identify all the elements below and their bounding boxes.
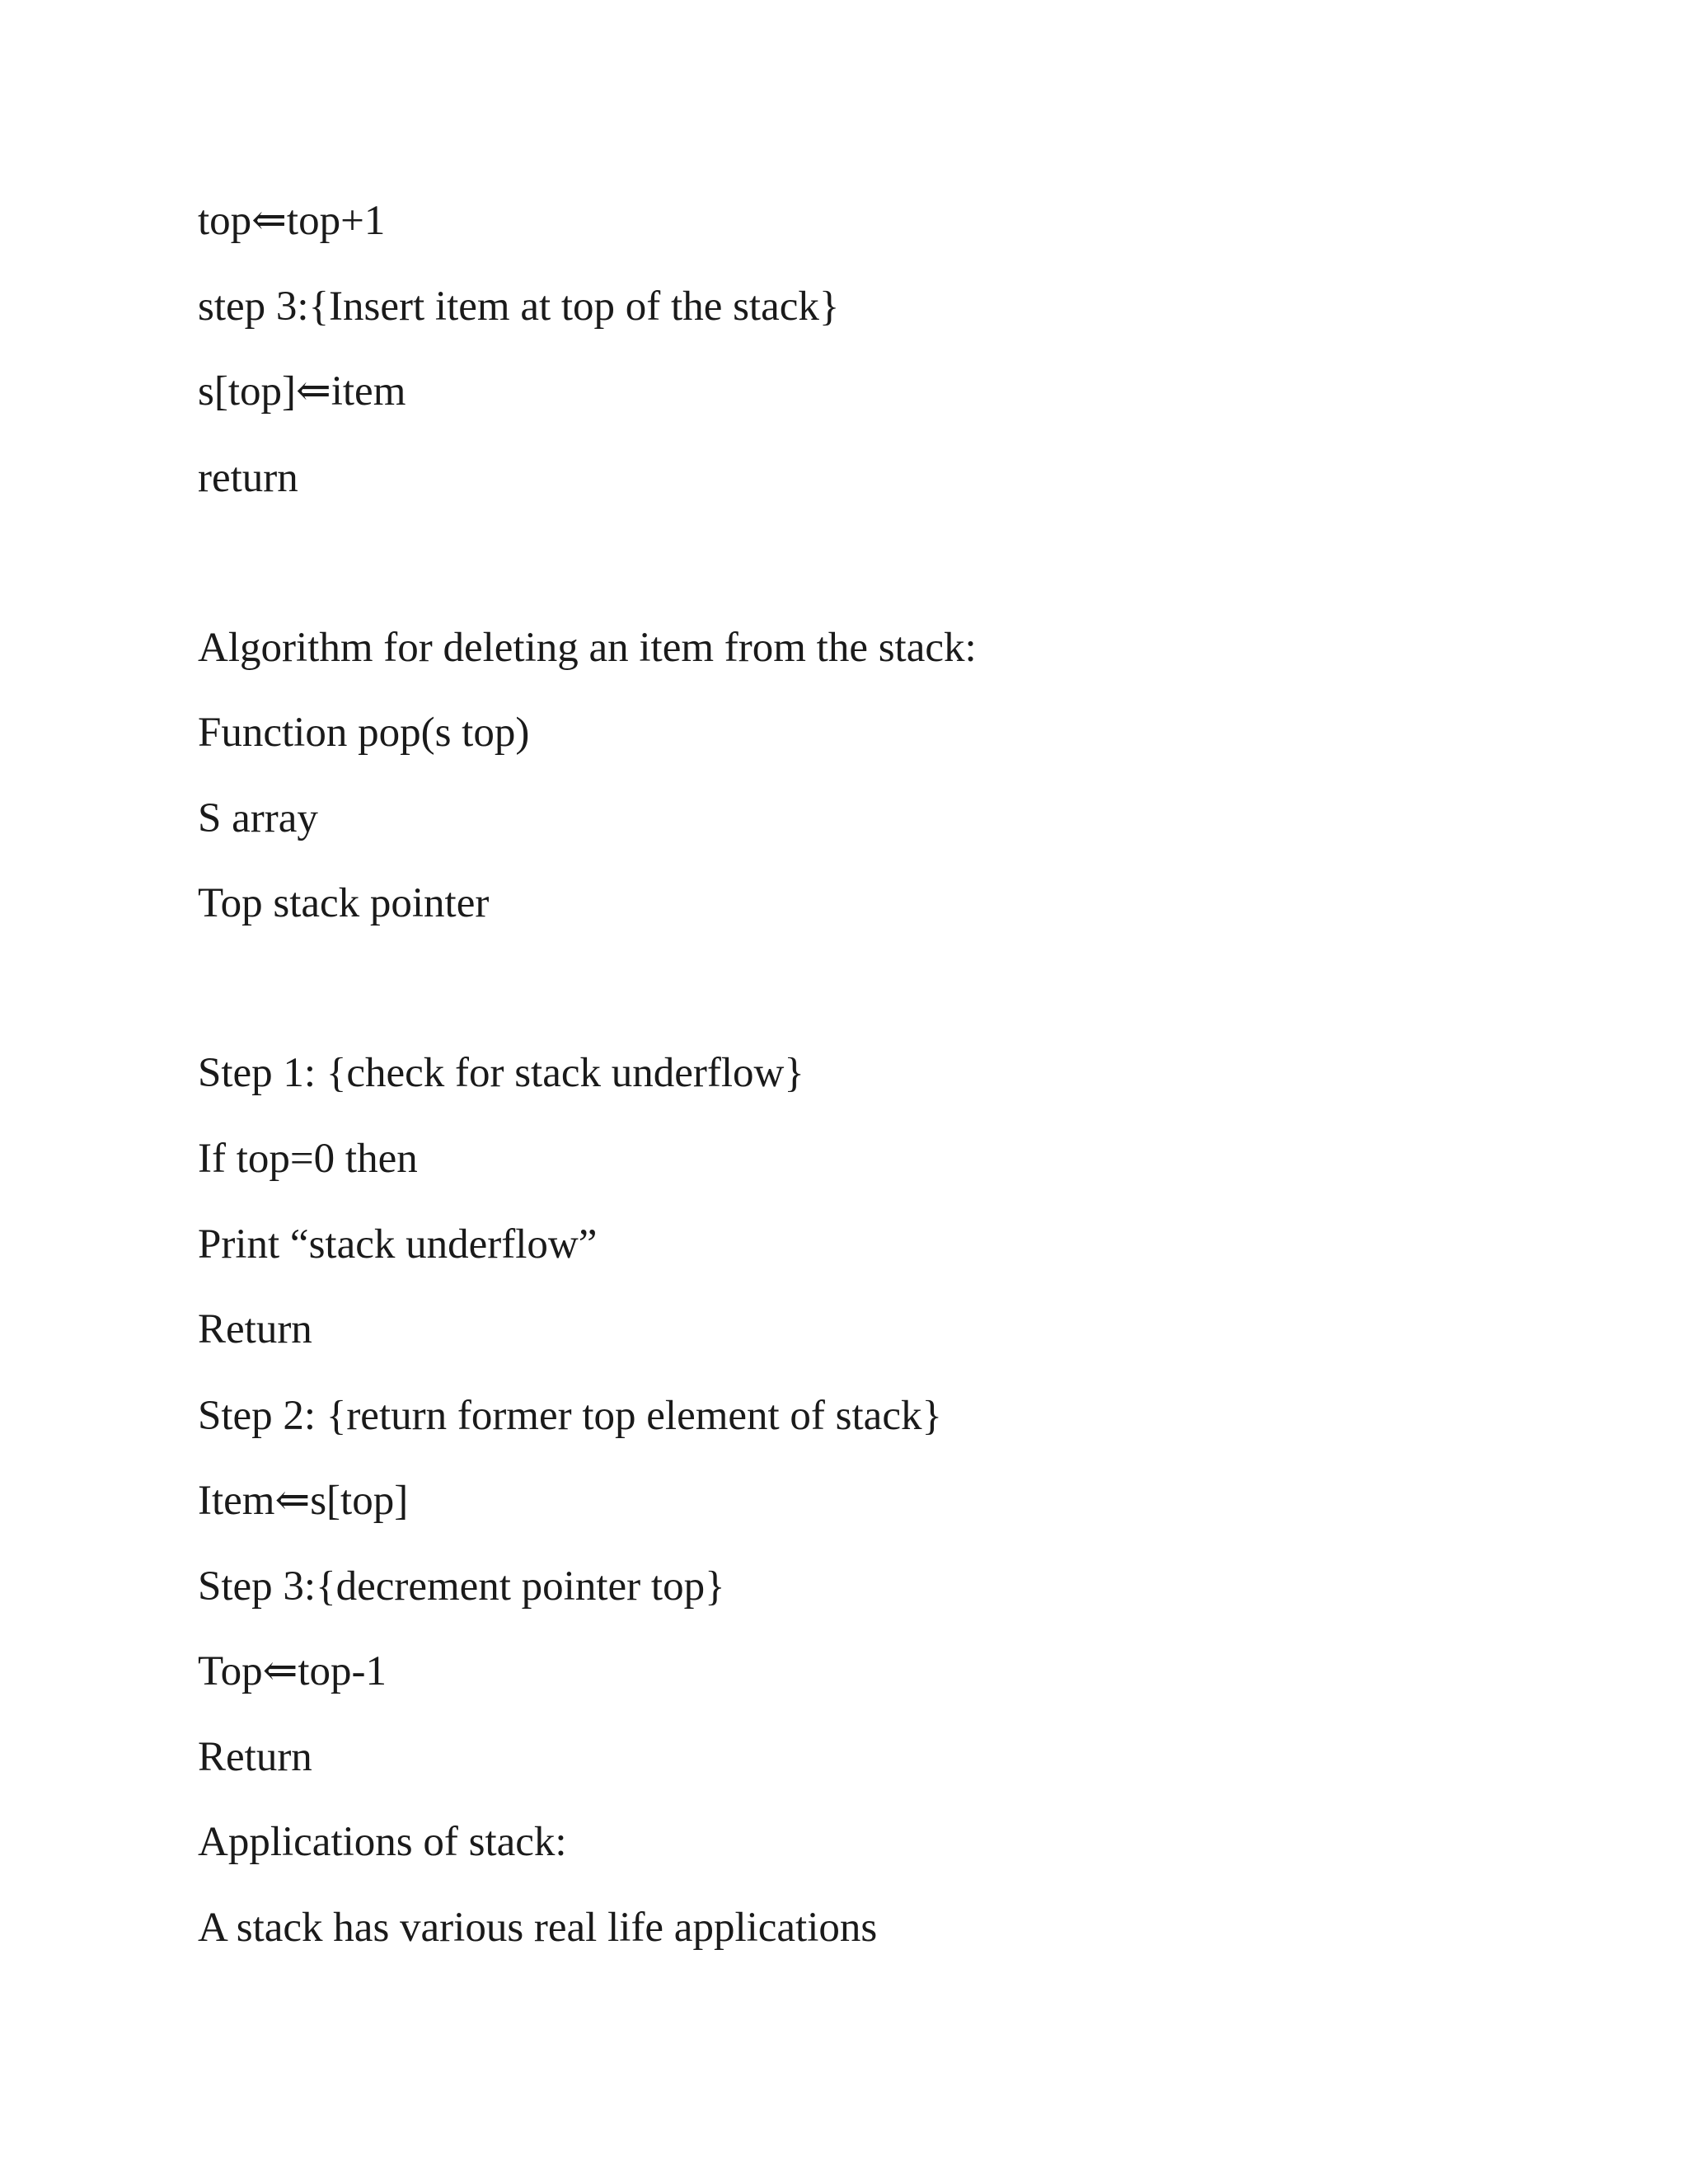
text-line-return-3: Return [198, 1734, 312, 1780]
text-line-step2-return-former: Step 2: {return former top element of stack} [198, 1393, 942, 1439]
text-line-s-array: S array [198, 795, 318, 841]
text-line-function-pop: Function pop(s top) [198, 710, 530, 756]
text-line-item-assign: Item⇐s[top] [198, 1478, 409, 1524]
text-line-print-underflow: Print “stack underflow” [198, 1221, 598, 1268]
text-line-top-pointer: Top stack pointer [198, 880, 490, 926]
text-line-if-top-zero: If top=0 then [198, 1136, 418, 1182]
section-heading-applications: Applications of stack: [198, 1819, 567, 1865]
text-line-return: return [198, 455, 298, 501]
text-line-top-increment: top⇐top+1 [198, 198, 386, 244]
text-line-return-2: Return [198, 1306, 312, 1352]
text-line-step1-underflow: Step 1: {check for stack underflow} [198, 1050, 804, 1096]
text-line-applications-intro: A stack has various real life applications [198, 1905, 878, 1951]
text-line-step3-insert: step 3:{Insert item at top of the stack} [198, 284, 840, 330]
text-line-top-decrement: Top⇐top-1 [198, 1648, 387, 1694]
text-line-assign-item: s[top]⇐item [198, 368, 406, 415]
section-heading-delete-algorithm: Algorithm for deleting an item from the stack: [198, 625, 977, 671]
text-line-step3-decrement: Step 3:{decrement pointer top} [198, 1563, 725, 1610]
